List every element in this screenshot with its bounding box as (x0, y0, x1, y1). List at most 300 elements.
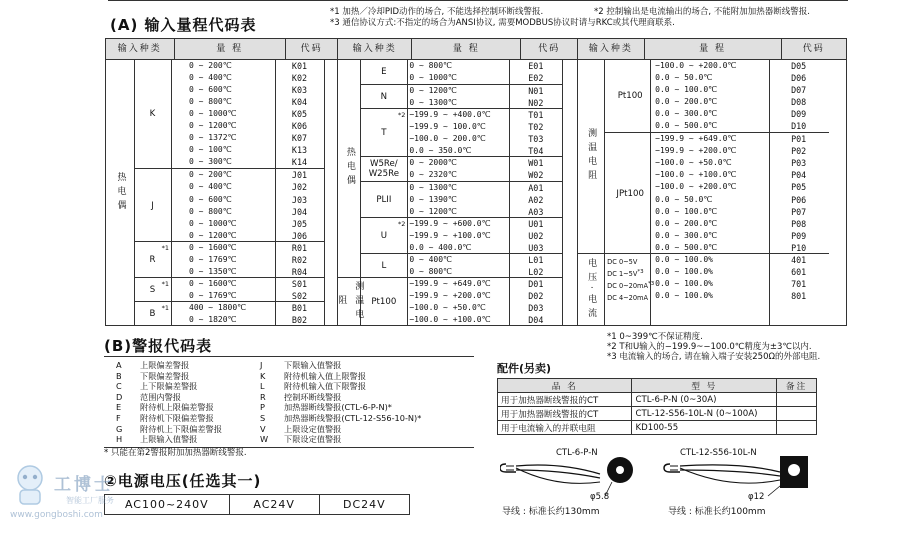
list-item (260, 413, 421, 424)
range-cell (171, 277, 276, 302)
watermark-tagline: 智能工厂服务 (66, 496, 114, 505)
alarm-code: L (260, 381, 265, 392)
list-item (260, 371, 421, 382)
code-cell (509, 181, 563, 218)
input-type-label (360, 156, 408, 181)
input-group-text: 热电偶 (115, 171, 126, 214)
range-cell (407, 217, 510, 254)
alarm-code: K (260, 370, 266, 381)
range-value: −100.0 ~ +50.0℃ (655, 158, 732, 168)
alarm-description: 上限输入值警报 (140, 434, 198, 445)
accessories-title: 配件(另卖) (497, 362, 552, 375)
code-value: D09 (791, 109, 807, 120)
ct2-drawing (664, 456, 808, 496)
code-cell (509, 60, 563, 84)
code-cell (275, 301, 325, 326)
vi-type-label (604, 254, 650, 266)
range-value: 0 ~ 2320℃ (409, 170, 457, 180)
code-value: P03 (791, 158, 807, 169)
code-cell (275, 277, 325, 302)
code-value: P07 (791, 206, 807, 217)
header-range: 量 程 (412, 39, 521, 60)
list-item (260, 392, 421, 403)
range-value: 0.0 ~ 500.0℃ (655, 242, 718, 252)
range-value: 0 ~ 1000℃ (409, 73, 457, 83)
alarm-code: W (260, 434, 269, 445)
range-value: 0 ~ 300℃ (189, 157, 232, 167)
input-range-table (105, 38, 847, 326)
code-value: W02 (528, 170, 544, 181)
ct1-drawing (500, 457, 633, 496)
code-value: P09 (791, 230, 807, 241)
col2-block (338, 60, 578, 326)
acc-name: 用于加热器断线警报的CT (498, 407, 632, 421)
header-range: 量 程 (174, 39, 285, 60)
alarm-description: 附待机上下限偏差警报 (140, 423, 222, 434)
code-value: A03 (528, 206, 544, 217)
input-type-text: PLII (376, 194, 392, 205)
list-item (260, 402, 421, 413)
range-value: 0 ~ 800℃ (189, 206, 232, 216)
range-value: 0.0 ~ 50.0℃ (655, 194, 713, 204)
acc-remark (777, 421, 817, 435)
range-value: 0.0 ~ 100.0℃ (655, 206, 718, 216)
alarm-list-left (116, 360, 222, 445)
table-row (498, 421, 817, 435)
input-group-label (578, 60, 605, 253)
alarm-description: 下限设定值警报 (284, 434, 342, 445)
code-value: D04 (528, 315, 544, 326)
input-type-text: Pt100 (617, 91, 643, 102)
range-value: 0 ~ 200℃ (189, 61, 232, 70)
code-cell (509, 253, 563, 278)
note-1: *1 加热／冷却PID动作的场合, 不能选择控制环断线警报. (330, 7, 544, 17)
range-value: 0 ~ 1000℃ (189, 109, 237, 119)
acc-header-model: 型 号 (632, 379, 777, 393)
acc-name: 用于电流输入的并联电阻 (498, 421, 632, 435)
ct1-name: CTL-6-P-N (556, 448, 598, 458)
code-cell (768, 132, 829, 254)
code-value: B02 (291, 315, 308, 326)
code-value: D06 (791, 73, 807, 84)
note-2: *2 控制输出是电流输出的场合, 不能附加加热器断线警报. (594, 7, 810, 17)
code-value: T02 (528, 122, 544, 133)
range-cell (650, 132, 770, 254)
code-value: D08 (791, 97, 807, 108)
alarm-code: C (116, 381, 122, 392)
ct2-diameter: φ12 (748, 492, 765, 502)
watermark-brand: 工博士 (54, 475, 114, 495)
alarm-description: 上限设定值警报 (284, 423, 342, 434)
code-value: K05 (291, 109, 308, 120)
range-value: 0.0 ~ 100.0% (655, 254, 713, 264)
range-value: 0 ~ 400℃ (189, 73, 232, 83)
code-value: R01 (291, 242, 308, 253)
input-type-label (604, 132, 656, 254)
range-value: −100.0 ~ +200.0℃ (655, 61, 737, 70)
input-group-label (338, 60, 361, 277)
alarm-description: 附待机输入值上限警报 (284, 370, 366, 381)
ct1-wire-length: 导线 : 标准长约130mm (502, 507, 600, 517)
alarm-description: 加热器断线警报(CTL-12-S56-10-N)* (284, 412, 422, 423)
range-cell (171, 301, 276, 326)
alarm-description: 附待机输入值下限警报 (284, 381, 366, 392)
range-value: 0.0 ~ 100.0% (655, 290, 713, 300)
range-value: 0 ~ 600℃ (189, 194, 232, 204)
acc-model: KD100-55 (632, 421, 777, 435)
footnote-mark: *2 (397, 219, 406, 228)
range-value: −199.9 ~ +100.0℃ (409, 230, 491, 240)
range-value: 0 ~ 1300℃ (409, 182, 457, 192)
code-value: K14 (291, 157, 308, 168)
code-value: D07 (791, 85, 807, 96)
code-value: 801 (791, 290, 807, 301)
note-3: *3 通信协议方式:不指定的场合为ANSI协议, 需要MODBUS协议时请与RKC或其代理商联系. (330, 18, 675, 28)
header-input-type: 输入种类 (338, 39, 412, 60)
range-value: −100.0 ~ +100.0℃ (409, 315, 491, 325)
code-value: J02 (291, 182, 308, 193)
range-value: 0 ~ 400℃ (409, 254, 453, 264)
code-value: J05 (291, 218, 308, 229)
range-value: 0.0 ~ 50.0℃ (655, 73, 713, 83)
input-type-text: J (151, 200, 154, 211)
list-item (116, 424, 222, 435)
input-type-text: T (381, 128, 387, 139)
code-value: N01 (528, 86, 544, 97)
acc-name: 用于加热器断线警报的CT (498, 393, 632, 407)
code-value: D02 (528, 290, 544, 301)
code-cell (275, 60, 325, 168)
code-value: J03 (291, 194, 308, 205)
code-value: P02 (791, 146, 807, 157)
list-item (116, 360, 222, 371)
code-value: 701 (791, 278, 807, 289)
range-cell (407, 60, 510, 84)
input-type-label (360, 181, 408, 218)
alarm-description: 下限偏差警报 (140, 370, 190, 381)
input-type-text: N (380, 92, 388, 103)
power-option-ac24: AC24V (229, 495, 319, 515)
code-value: P06 (791, 194, 807, 205)
input-type-label (360, 277, 408, 326)
range-cell (407, 156, 510, 181)
range-cell (650, 60, 770, 132)
code-value: W01 (528, 158, 544, 169)
range-value: 0 ~ 2000℃ (409, 158, 457, 168)
alarm-code: H (116, 434, 123, 445)
input-group-label (578, 253, 605, 326)
alarm-code: P (260, 402, 265, 413)
acc-model: CTL-12-S56-10L-N (0~100A) (632, 407, 777, 421)
table-row (498, 393, 817, 407)
list-item (116, 402, 222, 413)
section-b-title: (B)警报代码表 (104, 337, 213, 355)
footnote-1: *1 0~399℃不保证精度. (607, 332, 703, 342)
code-value: S02 (291, 290, 308, 301)
code-value: K13 (291, 145, 308, 156)
code-value: J06 (291, 230, 308, 241)
range-value: 0 ~ 800℃ (409, 266, 453, 276)
code-value: D03 (528, 302, 544, 313)
input-type-label (360, 60, 408, 84)
range-value: 0 ~ 1200℃ (409, 206, 457, 216)
code-value: E02 (528, 73, 544, 84)
watermark (8, 462, 138, 522)
code-value: R04 (291, 266, 308, 277)
footnote-mark: *1 (161, 304, 169, 312)
code-value: K07 (291, 133, 308, 144)
range-cell (171, 168, 276, 241)
range-value: 0.0 ~ 300.0℃ (655, 230, 718, 240)
range-value: 0 ~ 100℃ (189, 145, 232, 155)
input-type-label (360, 108, 408, 157)
footnote-mark: *1 (161, 279, 169, 288)
code-value: U01 (528, 218, 544, 229)
range-value: 0.0 ~ 100.0% (655, 266, 713, 276)
code-value: P01 (791, 134, 807, 145)
code-value: K06 (291, 121, 308, 132)
range-value: 400 ~ 1800℃ (189, 303, 247, 312)
footnote-mark: *3 (648, 280, 655, 287)
ct1-diameter: φ5.8 (590, 492, 610, 502)
input-type-label (134, 301, 172, 326)
code-cell (509, 84, 563, 109)
range-value: 0 ~ 1769℃ (189, 290, 237, 300)
range-value: 0 ~ 1200℃ (189, 230, 237, 240)
code-value: K03 (291, 85, 308, 96)
footnote-mark: *2 (397, 111, 406, 120)
input-type-text: R (149, 254, 156, 265)
alarm-note: * 只能在第2警报附加加热器断线警报. (104, 448, 247, 458)
range-cell (407, 108, 510, 157)
range-cell (171, 60, 276, 168)
watermark-url: www.gongboshi.com (10, 510, 103, 520)
acc-model: CTL-6-P-N (0~30A) (632, 393, 777, 407)
list-item (116, 371, 222, 382)
vi-type-label (604, 290, 650, 302)
alarm-code: J (260, 360, 263, 370)
code-value: S01 (291, 278, 308, 289)
input-group-label (106, 60, 135, 325)
range-cell (650, 253, 770, 326)
vi-type-text: DC 1~5V (607, 270, 638, 279)
code-value: U03 (528, 242, 544, 253)
range-value: 0.0 ~ 100.0℃ (655, 85, 718, 95)
header-input-type: 输入种类 (578, 39, 644, 60)
col3-block (578, 60, 847, 326)
input-type-text: E (381, 67, 387, 78)
range-value: −199.9 ~ +400.0℃ (409, 110, 491, 120)
code-value: T04 (528, 146, 544, 157)
range-value: −199.9 ~ +600.0℃ (409, 218, 491, 228)
list-item (116, 434, 222, 445)
list-item (260, 381, 421, 392)
header-code: 代码 (285, 39, 337, 60)
input-type-text: JPt100 (616, 188, 644, 199)
input-group-text: 测温电阻 (336, 280, 364, 323)
range-value: −199.9 ~ +649.0℃ (655, 134, 737, 144)
code-value: P05 (791, 182, 807, 193)
input-type-label (134, 168, 172, 241)
alarm-code-table (104, 356, 474, 448)
code-value: J04 (291, 206, 308, 217)
list-item (116, 413, 222, 424)
code-value: R02 (291, 254, 308, 265)
alarm-code: D (116, 391, 123, 402)
range-value: −100.0 ~ 200.0℃ (409, 134, 486, 144)
acc-remark (777, 407, 817, 421)
footnote-mark: *1 (161, 243, 169, 252)
range-value: 0 ~ 1372℃ (189, 133, 237, 143)
range-value: 0 ~ 600℃ (189, 85, 232, 95)
footnote-2: *2 T和U输入的−199.9~−100.0℃精度为±3℃以内. (607, 342, 812, 352)
range-value: 0 ~ 1600℃ (189, 278, 237, 288)
range-value: 0.0 ~ 400.0℃ (409, 242, 472, 252)
code-value: A01 (528, 182, 544, 193)
input-type-text: U (380, 230, 387, 241)
code-value: P08 (791, 218, 807, 229)
code-value: K04 (291, 97, 308, 108)
range-value: 0.0 ~ 300.0℃ (655, 109, 718, 119)
input-type-text: W5Re/ W25Re (368, 159, 399, 180)
range-value: −199.9 ~ 100.0℃ (409, 122, 486, 132)
robot-logo-icon (10, 464, 50, 508)
code-value: E01 (528, 61, 544, 71)
code-cell (509, 156, 563, 181)
range-value: 0 ~ 1200℃ (409, 86, 457, 96)
range-value: −100.0 ~ +200.0℃ (655, 182, 737, 192)
code-value: L02 (528, 266, 544, 277)
alarm-code: G (116, 423, 123, 434)
range-value: 0 ~ 1600℃ (189, 242, 237, 252)
code-value: U02 (528, 230, 544, 241)
range-value: 0.0 ~ 200.0℃ (655, 218, 718, 228)
list-item (116, 381, 222, 392)
acc-remark (777, 393, 817, 407)
range-value: −199.9 ~ +200.0℃ (655, 146, 737, 156)
power-title: ②电源电压(任选其一) (104, 472, 262, 490)
table-row (498, 407, 817, 421)
code-value: P10 (791, 242, 807, 253)
range-value: 0.0 ~ 350.0℃ (409, 146, 472, 156)
code-value: D01 (528, 278, 544, 289)
code-value: P04 (791, 170, 807, 181)
vi-type-label (604, 266, 650, 278)
accessories-header-row (498, 379, 817, 393)
range-value: 0 ~ 800℃ (189, 97, 232, 107)
input-group-label (336, 277, 364, 326)
ct2-name: CTL-12-S56-10L-N (680, 448, 757, 458)
acc-header-remark: 备注 (777, 379, 817, 393)
code-cell (275, 241, 325, 278)
code-value: A02 (528, 194, 544, 205)
range-cell (407, 181, 510, 218)
code-value: T03 (528, 134, 544, 145)
alarm-description: 下限输入值警报 (284, 360, 342, 370)
range-cell (407, 277, 510, 326)
code-value: K02 (291, 73, 308, 84)
alarm-description: 控制环断线警报 (284, 391, 342, 402)
range-cell (407, 253, 510, 278)
alarm-code: B (116, 370, 122, 381)
alarm-code: F (116, 412, 121, 423)
range-value: 0 ~ 1300℃ (409, 98, 457, 108)
range-value: 0.0 ~ 100.0% (655, 278, 713, 288)
vi-type-text: DC 4~20mA (607, 294, 648, 303)
range-value: 0 ~ 1769℃ (189, 254, 237, 264)
code-value: 401 (791, 254, 807, 265)
alarm-description: 加热器断线警报(CTL-6-P-N)* (284, 402, 392, 413)
alarm-description: 范围内警报 (140, 391, 181, 402)
alarm-list-right (260, 360, 421, 445)
input-group-text: 热电偶 (344, 147, 355, 190)
list-item (260, 360, 421, 371)
alarm-code: R (260, 391, 266, 402)
range-value: 0 ~ 400℃ (189, 182, 232, 192)
code-value: T01 (528, 110, 544, 121)
code-value: L01 (528, 254, 544, 265)
code-cell (275, 168, 325, 241)
range-value: 0.0 ~ 500.0℃ (655, 121, 718, 131)
range-cell (407, 84, 510, 109)
input-type-text: S (149, 284, 156, 295)
code-cell (768, 253, 829, 326)
range-value: −100.0 ~ +100.0℃ (655, 170, 737, 180)
vi-type-label (604, 278, 655, 291)
alarm-code: S (260, 412, 266, 423)
input-type-label (134, 241, 172, 278)
range-value: 0 ~ 1390℃ (409, 194, 457, 204)
input-type-label (360, 217, 408, 254)
code-value: 601 (791, 266, 807, 277)
col1-block (106, 60, 338, 326)
header-code: 代码 (781, 39, 846, 60)
input-group-text: 电压·电流 (586, 258, 597, 322)
alarm-code: A (116, 360, 122, 370)
code-value: J01 (291, 170, 308, 181)
input-type-label (134, 60, 172, 168)
vi-type-text: DC 0~20mA (607, 282, 648, 291)
range-value: 0 ~ 1000℃ (189, 218, 237, 228)
input-type-label (360, 84, 408, 109)
input-type-label (134, 277, 172, 302)
code-value: B01 (291, 303, 308, 313)
footnote-3: *3 电流输入的场合, 请在输入端子安装250Ω的外部电阻. (607, 352, 821, 362)
code-cell (768, 60, 829, 132)
header-range: 量 程 (644, 39, 781, 60)
input-type-label (360, 253, 408, 278)
code-cell (509, 217, 563, 254)
list-item (260, 434, 421, 445)
alarm-code: E (116, 402, 122, 413)
list-item (260, 424, 421, 435)
header-input-type: 输入种类 (106, 39, 175, 60)
code-value: D05 (791, 61, 807, 71)
range-cell (171, 241, 276, 278)
range-value: 0 ~ 1820℃ (189, 315, 237, 325)
range-value: −100.0 ~ +50.0℃ (409, 302, 486, 312)
list-item (116, 392, 222, 403)
range-value: −199.9 ~ +649.0℃ (409, 278, 491, 288)
range-value: 0 ~ 200℃ (189, 170, 232, 180)
header-code: 代码 (521, 39, 578, 60)
code-value: K01 (291, 61, 308, 71)
power-options-table (104, 494, 410, 515)
vi-type-text: DC 0~5V (607, 257, 638, 266)
alarm-description: 附待机上限偏差警报 (140, 402, 214, 413)
power-option-ac100-240: AC100~240V (105, 495, 230, 515)
table-header-row (106, 39, 847, 60)
